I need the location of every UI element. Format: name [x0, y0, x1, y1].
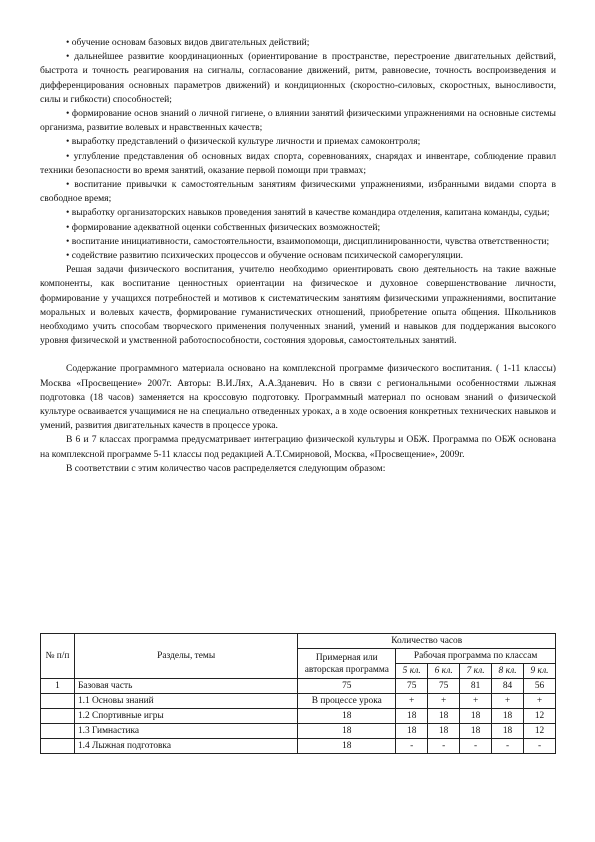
table-row: [41, 724, 556, 739]
row-value: 18: [428, 709, 460, 724]
row-value: +: [492, 694, 524, 709]
header-working-program: Рабочая программа по классам: [396, 649, 556, 664]
bullet-item: • формирование основ знаний о личной гигиене, о влиянии занятий физическими упражнениями на основные системы организма, развитие волевых и нравственных качеств;: [40, 108, 556, 134]
row-number: 1: [41, 679, 75, 694]
row-value: 18: [428, 724, 460, 739]
bullet-item: • выработку организаторских навыков проведения занятий в качестве командира отделения, капитана команды, судьи;: [66, 207, 550, 219]
row-value: 84: [492, 679, 524, 694]
row-sample: В процессе урока: [298, 694, 396, 709]
bullet-item: • углубление представления об основных видах спорта, соревнованиях, снарядах и инвентаре, соблюдение правил техники безопасности во время занятий, оказание первой помощи при травмах;: [40, 150, 556, 176]
row-number: [41, 694, 75, 709]
row-name: 1.3 Гимнастика: [74, 724, 297, 739]
row-value: 12: [524, 709, 556, 724]
row-number: [41, 709, 75, 724]
row-value: 56: [524, 679, 556, 694]
row-value: +: [524, 694, 556, 709]
row-sample: 18: [298, 739, 396, 754]
row-value: 18: [460, 724, 492, 739]
row-value: -: [492, 739, 524, 754]
bullet-item: • воспитание инициативности, самостоятельности, взаимопомощи, дисциплинированности, чувства ответственности;: [66, 235, 550, 247]
row-value: 18: [396, 709, 428, 724]
paragraph-tasks: Решая задачи физического воспитания, учителю необходимо ориентировать свою деятельность на такие важные компоненты, как воспитание ценностных ориентации на физическое и духовное совершенствование личности, формирование у учащихся потребностей и мотивов к систематическим занятиям физическими упражнениями, воспитание моральных и волевых качеств, формирование гуманистических отношений, приобретение опыта общения. Школьников необходимо учить способам творческого применения полученных знаний, умений и навыков для поддержания высокого уровня физической и умственной работоспособности, состояния здоровья, самостоятельных занятий.: [40, 264, 556, 347]
row-value: +: [428, 694, 460, 709]
table-row: [41, 679, 556, 694]
row-value: +: [460, 694, 492, 709]
header-grade: 9 кл.: [524, 664, 556, 679]
row-value: 81: [460, 679, 492, 694]
row-name: Базовая часть: [74, 679, 297, 694]
row-value: 12: [524, 724, 556, 739]
bullet-item: • дальнейшее развитие координационных (ориентирование в пространстве, перестроение двигательных действий, быстрота и точность реагирования на сигналы, согласование движений, ритм, равновесие, точность воспроизведения и дифференцирования основных параметров движений) и кондиционных (скоростно-силовых, скоростных, выносливости, силы и гибкости) способностей;: [40, 51, 556, 105]
row-name: 1.1 Основы знаний: [74, 694, 297, 709]
paragraph-obzh: В 6 и 7 классах программа предусматривает интеграцию физической культуры и ОБЖ. Программа по ОБЖ основана на комплексной программе 5-11 классы под редакцией А.Т.Смирновой, Москва, «Просвещение», 2009г.: [40, 434, 556, 460]
row-value: -: [524, 739, 556, 754]
row-value: 18: [492, 709, 524, 724]
header-sample-program: Примерная или авторская программа: [298, 649, 396, 679]
row-value: 75: [396, 679, 428, 694]
hours-table: [40, 633, 556, 754]
paragraph-content: Содержание программного материала основано на комплексной программе физического воспитания. ( 1-11 классы) Москва «Просвещение» 2007г. Авторы: В.И.Лях, А.А.Зданевич. Но в связи с региональными особенностями лыжная подготовка (18 часов) заменяется на кроссовую подготовку. Программный материал по основам знаний о физической культуре осваивается учащимися не на специально отведенных уроках, а в ходе освоения конкретных технических навыков и умений, развития двигательных качеств в процессе урока.: [40, 363, 556, 432]
row-value: -: [428, 739, 460, 754]
row-number: [41, 724, 75, 739]
row-number: [41, 739, 75, 754]
document-body: [40, 36, 556, 476]
paragraph-hours: В соответствии с этим количество часов распределяется следующим образом:: [66, 462, 386, 474]
bullet-item: • обучение основам базовых видов двигательных действий;: [66, 37, 310, 48]
row-sample: 18: [298, 724, 396, 739]
row-value: -: [396, 739, 428, 754]
bullet-item: • содействие развитию психических процессов и обучение основам психической саморегуляции.: [66, 250, 464, 262]
table-row: [41, 709, 556, 724]
row-value: 75: [428, 679, 460, 694]
row-value: +: [396, 694, 428, 709]
bullet-item: • выработку представлений о физической культуре личности и приемах самоконтроля;: [66, 136, 421, 148]
header-number: № п/п: [41, 634, 75, 679]
header-grade: 7 кл.: [460, 664, 492, 679]
row-name: 1.4 Лыжная подготовка: [74, 739, 297, 754]
table-row: [41, 739, 556, 754]
header-grade: 8 кл.: [492, 664, 524, 679]
row-sample: 75: [298, 679, 396, 694]
row-value: 18: [460, 709, 492, 724]
header-grade: 6 кл.: [428, 664, 460, 679]
row-sample: 18: [298, 709, 396, 724]
row-value: 18: [492, 724, 524, 739]
header-hours: Количество часов: [298, 634, 556, 649]
header-grade: 5 кл.: [396, 664, 428, 679]
bullet-item: • воспитание привычки к самостоятельным занятиям физическими упражнениями, избранными видами спорта в свободное время;: [40, 179, 556, 205]
row-name: 1.2 Спортивные игры: [74, 709, 297, 724]
row-value: -: [460, 739, 492, 754]
header-sections: Разделы, темы: [74, 634, 297, 679]
table-row: [41, 694, 556, 709]
bullet-item: • формирование адекватной оценки собственных физических возможностей;: [66, 221, 381, 233]
row-value: 18: [396, 724, 428, 739]
